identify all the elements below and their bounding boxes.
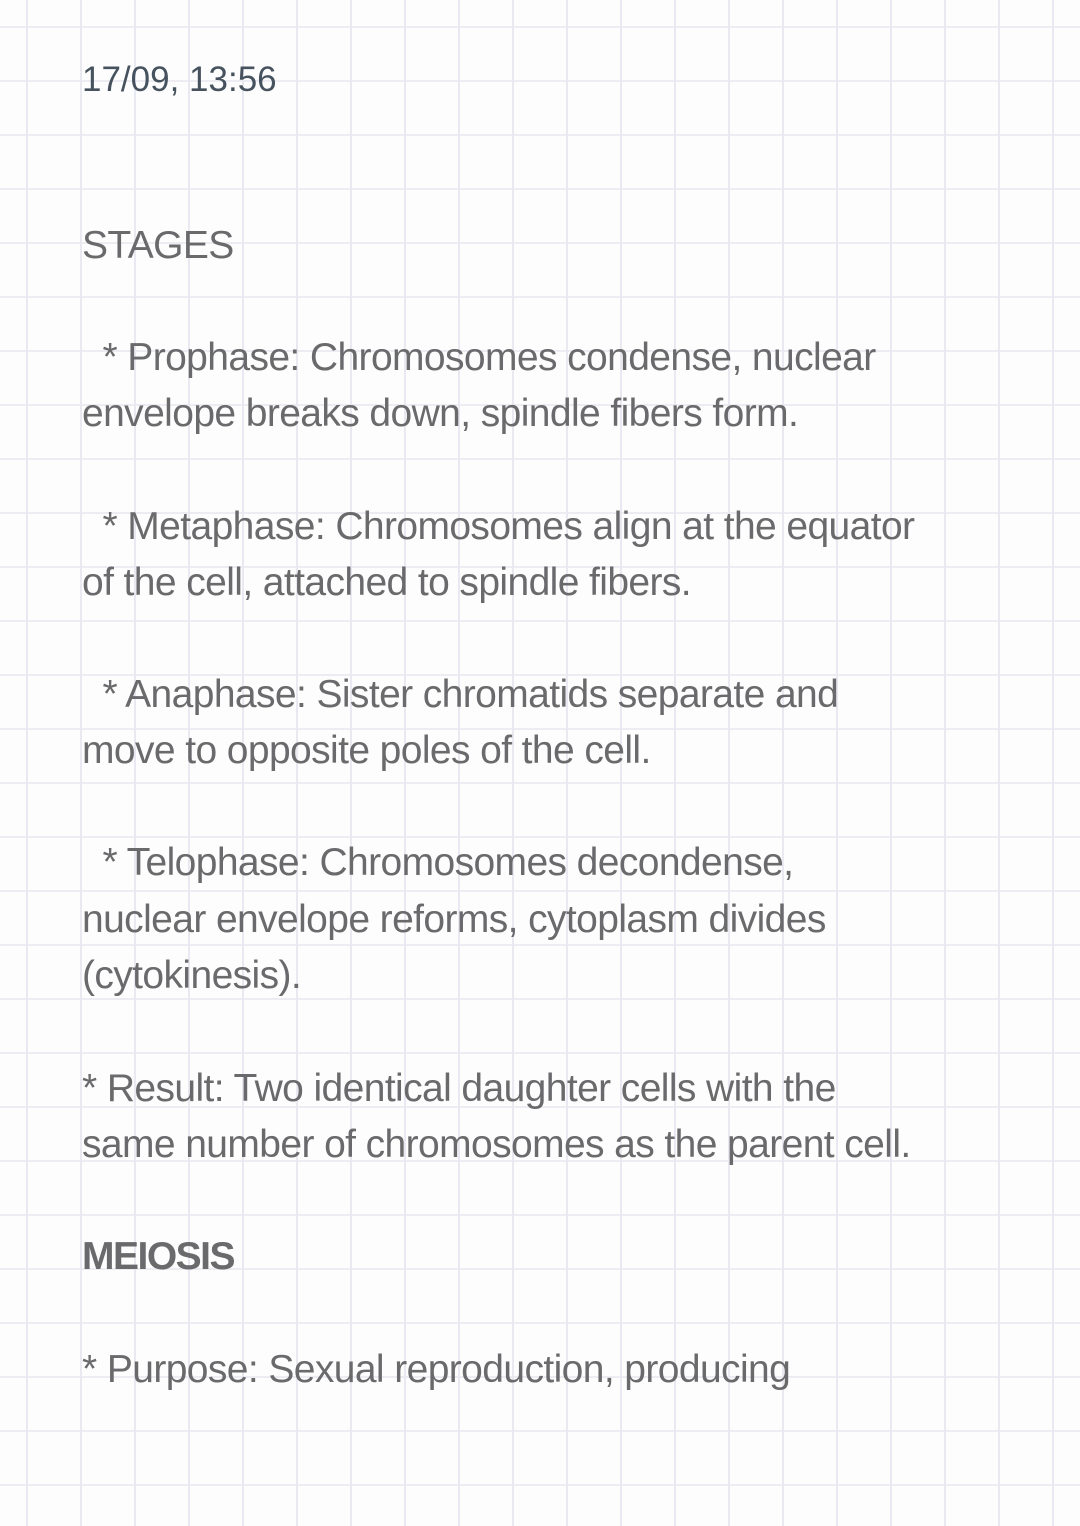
stage-line: * Prophase: Chromosomes condense, nuclear — [82, 336, 876, 379]
result-line: * Result: Two identical daughter cells with the — [82, 1067, 836, 1110]
stage-line: * Telophase: Chromosomes decondense, — [82, 841, 794, 884]
section-heading-meiosis: MEIOSIS — [82, 1235, 235, 1278]
stage-line: (cytokinesis). — [82, 954, 302, 997]
stage-line: nuclear envelope reforms, cytoplasm divides — [82, 898, 826, 941]
stage-line: * Anaphase: Sister chromatids separate and — [82, 673, 839, 716]
section-heading-stages: STAGES — [82, 224, 234, 267]
stage-line: move to opposite poles of the cell. — [82, 729, 651, 772]
stage-line: envelope breaks down, spindle fibers form. — [82, 392, 799, 435]
result-line: same number of chromosomes as the parent cell. — [82, 1123, 911, 1166]
purpose-line: * Purpose: Sexual reproduction, producing — [82, 1348, 791, 1391]
stage-line: * Metaphase: Chromosomes align at the equator — [82, 505, 915, 548]
note-timestamp: 17/09, 13:56 — [82, 60, 277, 99]
stage-line: of the cell, attached to spindle fibers. — [82, 561, 692, 604]
